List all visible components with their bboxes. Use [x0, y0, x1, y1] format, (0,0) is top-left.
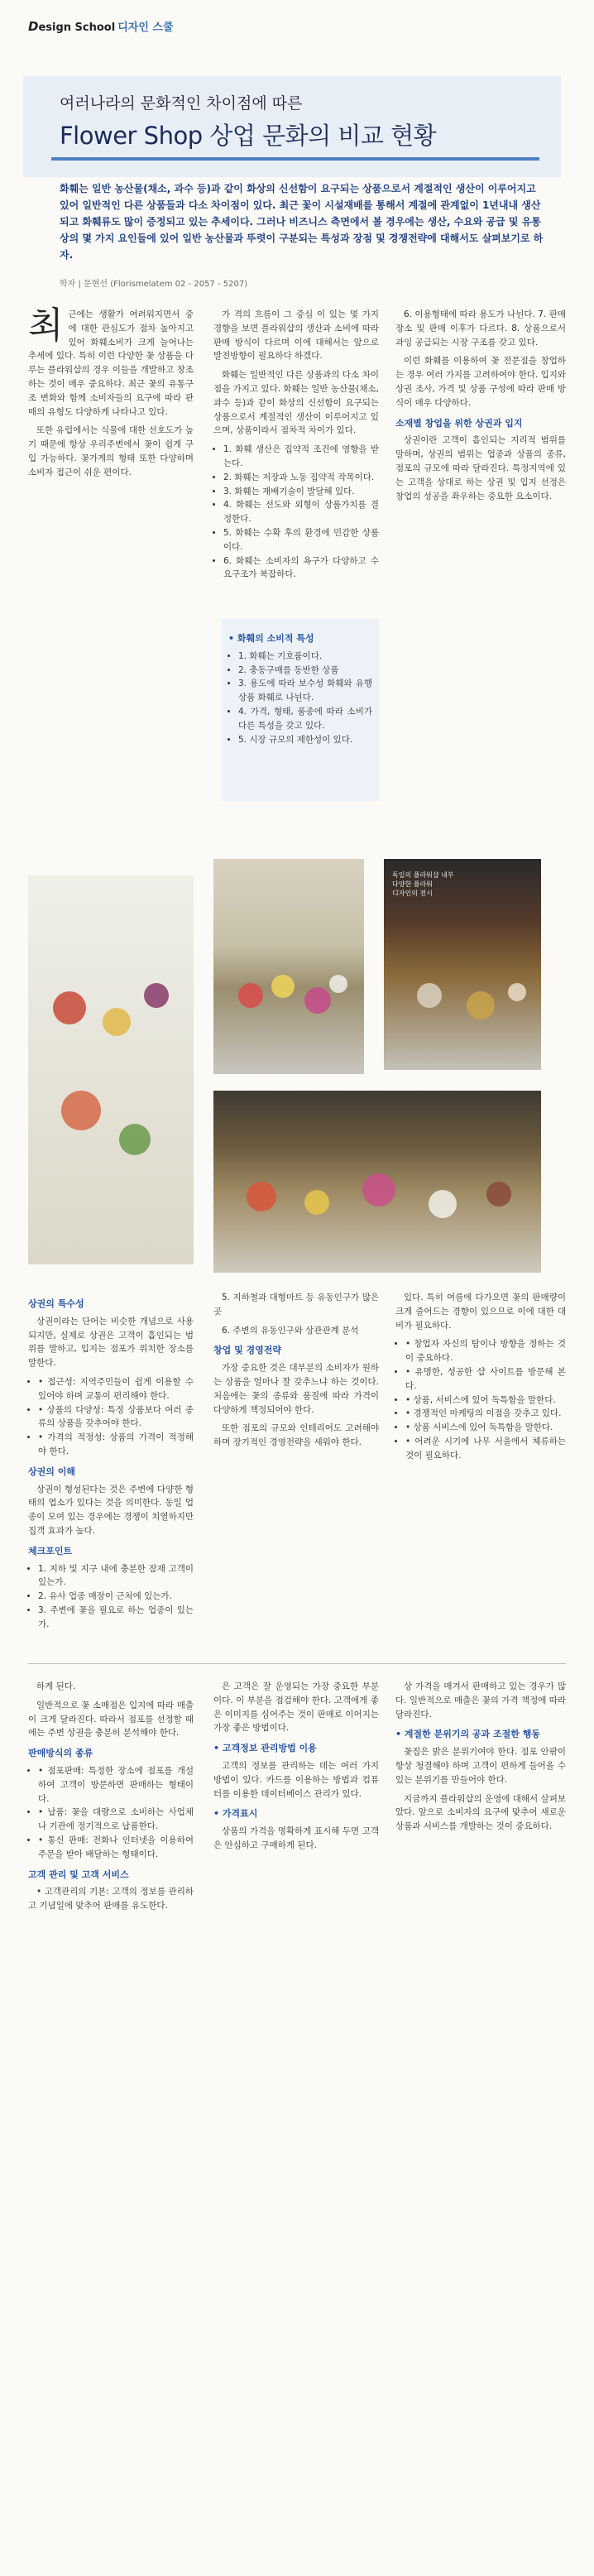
list-item: • 6. 화훼는 소비자의 욕구가 다양하고 수요구조가 복잡하다. — [223, 554, 379, 583]
flower-shop-photo-left — [28, 875, 194, 1264]
paragraph: 또한 점포의 규모와 인테리어도 고려해야 하며 장기적인 경영전략을 세워야 한다. — [213, 1423, 379, 1448]
design-school-logo: Design School 디자인 스쿨 — [28, 19, 174, 34]
paragraph: 고객의 정보를 관리하는 데는 여러 가지 방법이 있다. 카드를 이용하는 방법과 컴퓨터를 이용한 데이터베이스 관리가 있다. — [213, 1760, 379, 1799]
paragraph: • 고객관리의 기본: 고객의 정보를 관리하고 기념일에 맞추어 판매를 유도한다. — [28, 1887, 194, 1912]
list-item: • 2. 유사 업종 매장이 근처에 있는가. — [38, 1590, 194, 1604]
paragraph: 가장 중요한 것은 대부분의 소비자가 원하는 상품을 얼마나 잘 갖추느냐 하는 것이다. 처음에는 꽃의 종류와 품질에 따라 가격이 다양하게 책정되어야 한다. — [213, 1363, 379, 1415]
column-6 — [395, 1291, 566, 1655]
list-item: • • 점포판매: 특정한 장소에 점포를 개설하여 고객이 방문하면 판매하는 형태이다. — [38, 1764, 194, 1806]
shop-interior-photo — [384, 859, 541, 1070]
column-7 — [28, 1680, 194, 2557]
checklist — [28, 1562, 194, 1632]
list-item: • • 상품의 다양성: 특정 상품보다 여러 종류의 상품을 갖추어야 한다. — [38, 1403, 194, 1432]
column-2 — [213, 308, 379, 614]
column-5 — [213, 1291, 379, 1655]
feature-list — [213, 443, 379, 582]
paragraph: 또한 유럽에서는 식물에 대한 선호도가 높기 때문에 항상 우리주변에서 꽃이 쉽게 구입 가능하다. 꽃가게의 형태 또한 다양하며 소비자 접근이 쉬운 편이다. — [28, 425, 194, 477]
list-item: • • 유명한, 성공한 샵 사이트를 방문해 본다. — [405, 1365, 566, 1394]
section-heading: 체크포인트 — [28, 1545, 73, 1557]
photo-caption: 독일의 플라워샵 내부 다양한 플라워 디자인의 전시 — [392, 871, 454, 897]
column-1 — [28, 305, 194, 854]
box-list — [228, 650, 372, 747]
list-item: • 3. 화훼는 재배기술이 발달해 있다. — [223, 485, 379, 499]
list-item: • 4. 가격, 형태, 품종에 따라 소비가 다른 특성을 갖고 있다. — [238, 705, 372, 733]
article-kicker: 여러나라의 문화적인 차이점에 따른 — [60, 94, 303, 113]
list-item: • • 어려운 시기에 나무 서울에서 체류하는 것이 필요하다. — [405, 1435, 566, 1463]
list — [395, 1337, 566, 1462]
article-title: Flower Shop 상업 문화의 비교 현황 — [60, 122, 437, 150]
paragraph: 6. 이용형태에 따라 용도가 나뉜다. 7. 판매 장소 및 판매 이후가 다르다. 8. 상품으로서 과잉 공급되는 시장 구조를 갖고 있다. — [395, 309, 566, 348]
list-item: • • 통신 판매: 전화나 인터넷을 이용하여 주문을 받아 배달하는 형태이다. — [38, 1834, 194, 1862]
article-lead: 화훼는 일반 농산물(채소, 과수 등)과 같이 화상의 신선함이 요구되는 상품으로서 계절적인 생산이 이루어지고 있어 일반적인 다른 상품들과 다소 차이점이 있다. 최근 꽃이 시설재배를 통해서 계절에 관계없이 1년내내 생산되고 화훼류도 많이 증정되고 있는 추세이다. 그러나 비즈니스 측면에서 볼 경우에는 생산, 수요와 공급 및 유통상의 몇 가지 요인들에 있어 일반 농산물과 뚜렷이 구분되는 특성과 장점 및 경쟁전략에 대해서도 살펴보기로 하자. — [60, 183, 544, 261]
list-item: • 4. 화훼는 선도와 외형이 상품가치를 결정한다. — [223, 498, 379, 526]
section-heading: • 계절한 분위기의 공과 조절한 행동 — [395, 1729, 540, 1740]
box-title: • 화훼의 소비적 특성 — [228, 633, 314, 644]
paragraph: 일반적으로 꽃 소매점은 입지에 따라 매출이 크게 달라진다. 따라서 점포를 선정할 때에는 주변 상권을 충분히 분석해야 한다. — [28, 1700, 194, 1739]
list-item: • 1. 화훼는 기호품이다. — [238, 650, 372, 664]
list-item: • 5. 시장 규모의 제한성이 있다. — [238, 733, 372, 747]
paragraph: 상권이란 고객이 흡인되는 지리적 범위를 말하며, 상권의 범위는 업종과 상품의 종류, 점포의 규모에 따라 달라진다. 특정지역에 있는 고객을 상대로 하는 상권 및 입지 선정은 창업의 성공을 좌우하는 중요한 요소이다. — [395, 435, 566, 501]
section-heading: 창업 및 경영전략 — [213, 1345, 282, 1356]
section-heading: • 가격표시 — [213, 1808, 258, 1820]
dropcap: 최 — [28, 305, 64, 347]
section-heading: 고객 관리 및 고객 서비스 — [28, 1868, 129, 1880]
section-heading: 상권의 특수성 — [28, 1298, 84, 1309]
list-item: • • 납품: 꽃을 대량으로 소비하는 사업체나 기관에 정기적으로 납품한다. — [38, 1806, 194, 1834]
column-8 — [213, 1680, 379, 2557]
title-rule — [51, 157, 539, 161]
list-item: • 3. 용도에 따라 보수성 화훼와 유행상품 화훼로 나뉜다. — [238, 677, 372, 705]
section-divider — [28, 1663, 566, 1664]
market-photo — [213, 1091, 541, 1273]
paragraph: 은 고객은 잘 운영되는 가장 중요한 부분이다. 이 부분을 점검해야 한다. 고객에게 좋은 이미지를 심어주는 것이 판매로 이어지는 가장 좋은 방법이다. — [213, 1681, 379, 1734]
paragraph: 이런 화훼를 이용하여 꽃 전문점을 창업하는 경우 여러 가지를 고려하여야 한다. 입지와 상권 조사, 가격 및 상품 구성에 따라 판매 방식이 매우 다양하다. — [395, 356, 566, 408]
list-item: • 2. 충동구매를 동반한 상품 — [238, 664, 372, 678]
box-content — [222, 619, 379, 758]
paragraph: 상품의 가격을 명확하게 표시해 두면 고객은 안심하고 구매하게 된다. — [213, 1826, 379, 1850]
paragraph: 지금까지 플라워샵의 운영에 대해서 살펴보았다. 앞으로 소비자의 요구에 맞추어 새로운 상품과 서비스를 개발하는 것이 중요하다. — [395, 1793, 566, 1832]
paragraph: 근에는 생활가 여려워지면서 중에 대한 관심도가 점차 높아지고 있어 화훼소비가 크게 늘어나는 추세에 있다. 특히 이런 다양한 꽃 상품을 다루는 플라워샵의 경우 이들을 개발하고 창조하는 것이 매우 중요하다. 최근 꽃의 유통구조 변화와 함께 소비자들의 요구에 따라 판매의 유형도 다양하게 나타나고 있다. — [28, 309, 194, 417]
paragraph: 꽃집은 밝은 분위기여야 한다. 점포 안팎이 항상 청결해야 하며 고객이 편하게 들어올 수 있는 분위기를 만들어야 한다. — [395, 1747, 566, 1785]
paragraph: 하게 된다. — [36, 1681, 76, 1691]
section-heading: 소재별 창업을 위한 상권과 입지 — [395, 417, 523, 429]
column-3 — [395, 308, 566, 854]
list-item: • • 가격의 적정성: 상품의 가격이 적정해야 한다. — [38, 1431, 194, 1459]
section-heading: • 고객정보 관리방법 이용 — [213, 1743, 317, 1754]
list-item: • 5. 화훼는 수확 후의 환경에 민감한 상품이다. — [223, 526, 379, 554]
list-item: • 2. 화훼는 저장과 노동 집약적 작목이다. — [223, 471, 379, 485]
paragraph: 있다. 특히 여름에 다가오면 꽃의 판매량이 크게 줄어드는 경향이 있으므로 이에 대한 대비가 필요하다. — [395, 1293, 566, 1331]
paragraph: 가 격의 흐름이 그 중심 이 있는 몇 가지 경향을 보면 플라워샵의 생산과 소비에 따라 판매 방식이 다르며 이에 대해서는 앞으로 발전방향이 필요하다 하겠다. — [213, 309, 379, 362]
list-item: • 1. 지하 및 지구 내에 충분한 잠재 고객이 있는가. — [38, 1562, 194, 1590]
section-heading: 판매방식의 종류 — [28, 1748, 93, 1759]
paragraph: 상 가격을 매겨서 판매하고 있는 경우가 많다. 일반적으로 매출은 꽃의 가격 책정에 따라 달라진다. — [395, 1681, 566, 1720]
article-author: 학자 | 문현선 (Florismelatem 02 - 2057 - 5207) — [60, 280, 248, 289]
paragraph: 5. 지하철과 대형마트 등 유동인구가 많은 곳 — [213, 1293, 379, 1317]
list-item: • • 경쟁적인 마케팅의 이점을 갖추고 있다. — [405, 1407, 566, 1421]
consumer-traits-box — [222, 619, 379, 801]
paragraph: 6. 주변의 유동인구와 상관관계 분석 — [222, 1325, 359, 1336]
paragraph: 화훼는 일반적인 다른 상품과의 다소 차이점을 가지고 있다. 화훼는 일반 농산물(채소, 과수 등)과 같이 화상의 신선함이 요구되는 상품으로서 계절적인 생산이 이루어지고 있으며, 상품이라서 점차적 차이가 있다. — [213, 370, 379, 436]
column-9 — [395, 1680, 566, 2557]
paragraph: 상권이라는 단어는 비슷한 개념으로 사용되지만, 실제로 상권은 고객이 흡인되는 범위를 말하고, 입지는 점포가 위치한 장소를 말한다. — [28, 1316, 194, 1369]
list-item: • 3. 주변에 꽃을 필요로 하는 업종이 있는가. — [38, 1604, 194, 1632]
list — [28, 1375, 194, 1459]
list-item: • • 상품, 서비스에 있어 독특함을 말한다. — [405, 1394, 566, 1408]
flower-display-photo — [213, 859, 364, 1074]
list-item: • • 접근성: 지역주민들이 쉽게 이용할 수 있어야 하며 교통이 편리해야 한다. — [38, 1375, 194, 1403]
list-item: • 1. 화훼 생산은 집약적 조건에 영향을 받는다. — [223, 443, 379, 471]
column-4 — [28, 1291, 194, 1655]
list-item: • • 창업자 자신의 탐이나 방향을 정하는 것이 중요하다. — [405, 1337, 566, 1365]
section-heading: 상권의 이해 — [28, 1465, 75, 1477]
paragraph: 상권이 형성된다는 것은 주변에 다양한 형태의 업소가 있다는 것을 의미한다. 동일 업종이 모여 있는 경우에는 경쟁이 치열하지만 집객 효과가 높다. — [28, 1484, 194, 1536]
list — [28, 1764, 194, 1862]
list-item: • • 상품 서비스에 있어 독특함을 말한다. — [405, 1421, 566, 1435]
magazine-header — [28, 18, 566, 35]
